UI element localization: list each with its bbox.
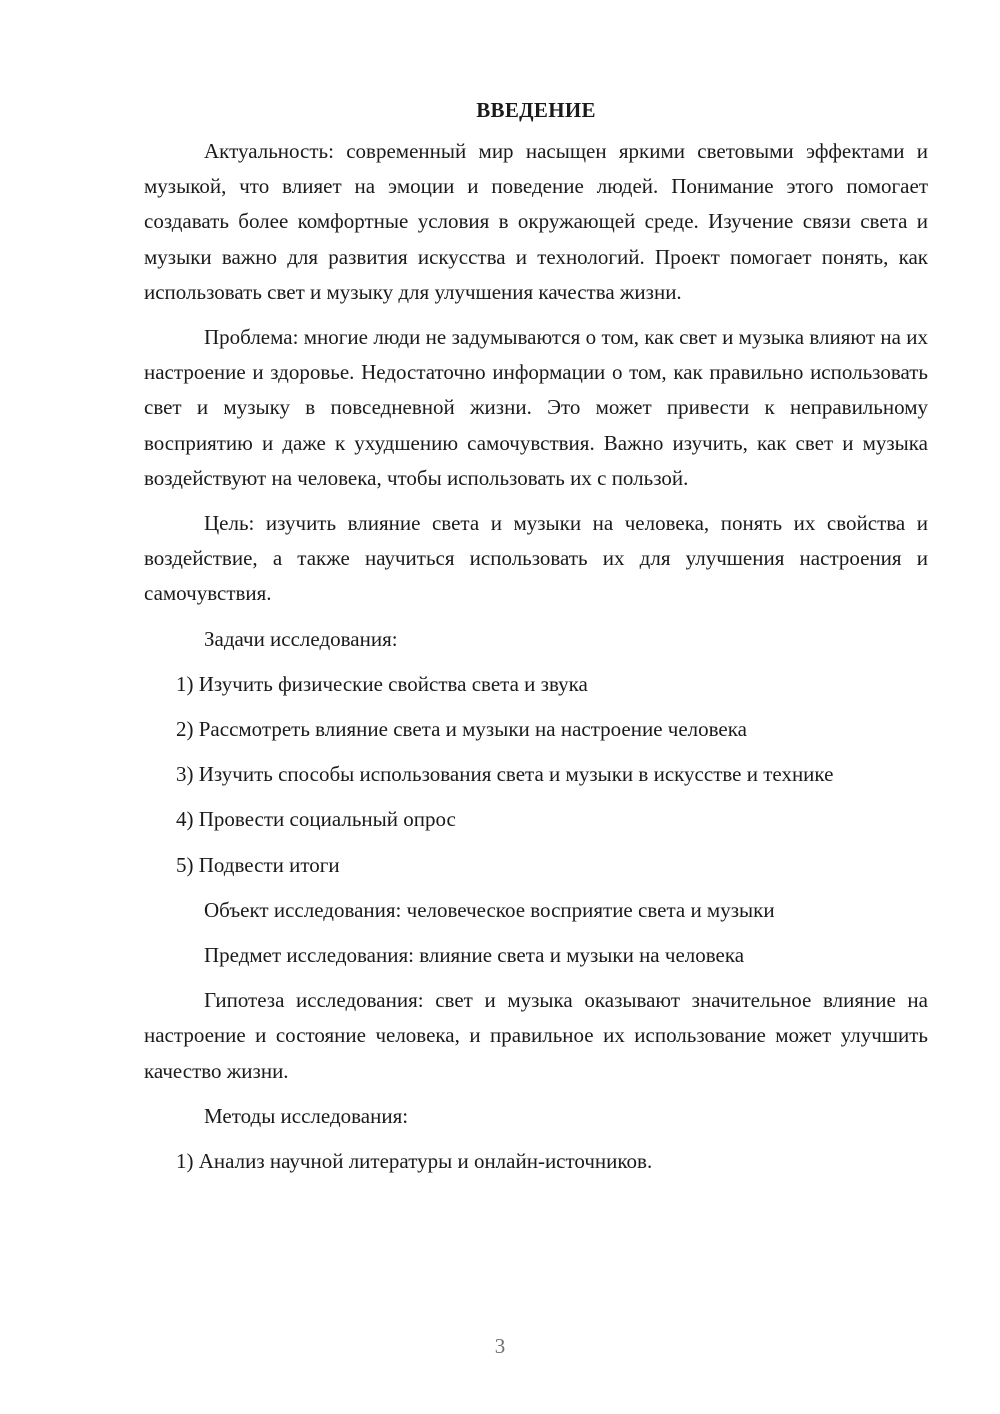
tasks-title: Задачи исследования: [204,626,398,651]
task-item: 3) Изучить способы использования света и музыки в искусстве и технике [176,762,834,787]
object-paragraph: Объект исследования: человеческое восприятие света и музыки [204,897,775,922]
problem-paragraph: Проблема: многие люди не задумываются о том, как свет и музыка влияют на их настроение и здоровье. Недостаточно информации о том, как правильно использовать свет и музыку в повседневной жизни. Это может привести к неправильному восприятию и даже к ухудшению самочувствия. Важно изучить, как свет и музыка воздействуют на человека, чтобы использовать их с пользой. [144,325,928,490]
subject-paragraph: Предмет исследования: влияние света и музыки на человека [204,943,745,968]
relevance-paragraph: Актуальность: современный мир насыщен яркими световыми эффектами и музыкой, что влияет на эмоции и поведение людей. Понимание этого помогает создавать более комфортные условия в окружающей среде. Изучение связи света и музыки важно для развития искусства и технологий. Проект помогает понять, как использовать свет и музыку для улучшения качества жизни. [144,139,928,304]
page-heading: ВВЕДЕНИЕ [476,98,596,122]
goal-paragraph: Цель: изучить влияние света и музыки на человека, понять их свойства и воздействие, а также научиться использовать их для улучшения настроения и самочувствия. [144,511,928,606]
page-number: 3 [494,1334,506,1358]
hypothesis-paragraph: Гипотеза исследования: свет и музыка оказывают значительное влияние на настроение и состояние человека, и правильное их использование может улучшить качество жизни. [144,988,928,1083]
page-content [144,96,928,1189]
task-item: 1) Изучить физические свойства света и звука [176,671,588,696]
method-item: 1) Анализ научной литературы и онлайн-источников. [176,1149,653,1174]
methods-title: Методы исследования: [204,1103,409,1128]
task-item: 4) Провести социальный опрос [176,807,456,832]
task-item: 2) Рассмотреть влияние света и музыки на настроение человека [176,717,747,742]
task-item: 5) Подвести итоги [176,852,340,877]
